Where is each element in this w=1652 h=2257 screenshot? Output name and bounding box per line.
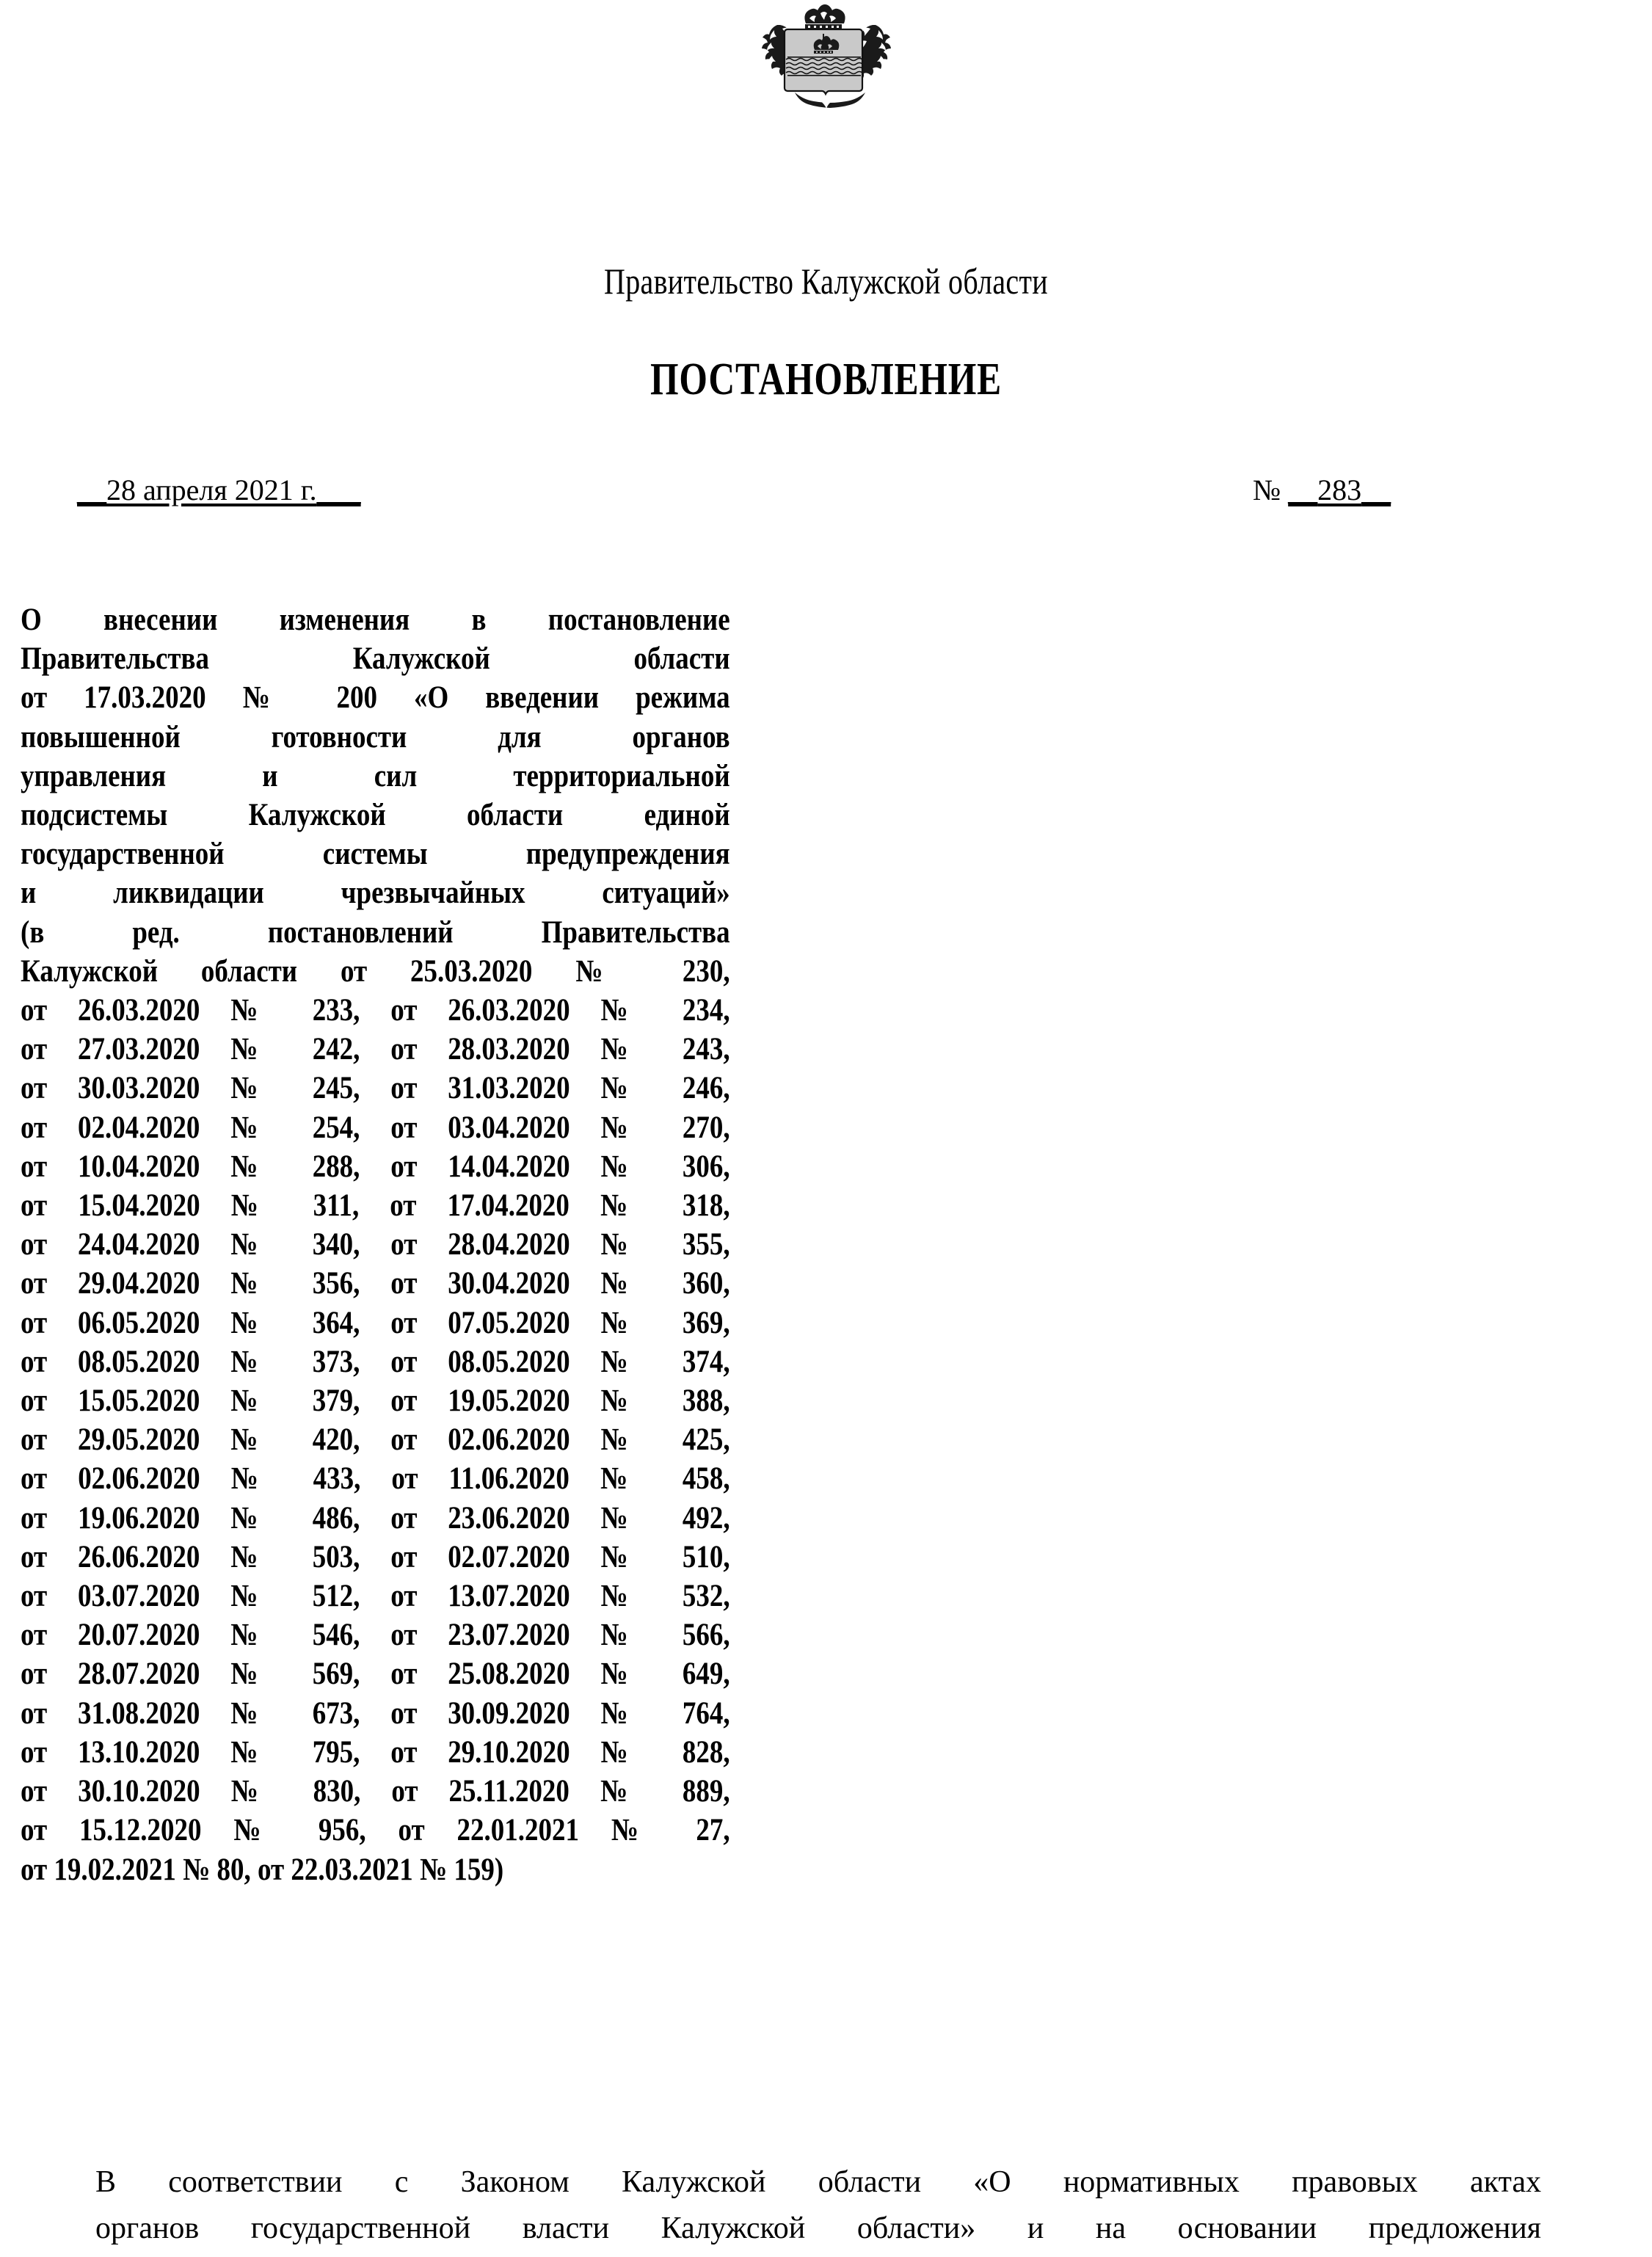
subject-block-line: от 17.03.2020 № 200 «О введении режима	[21, 680, 730, 716]
subject-block-line: от 02.04.2020 № 254, от 03.04.2020 № 270,	[21, 1110, 730, 1145]
subject-block-line: от 06.05.2020 № 364, от 07.05.2020 № 369,	[21, 1305, 730, 1340]
subject-block-line: от 15.12.2020 № 956, от 22.01.2021 № 27,	[21, 1813, 730, 1848]
subject-block-line: от 02.06.2020 № 433, от 11.06.2020 № 458,	[21, 1461, 730, 1497]
subject-block-line: управления и сил территориальной	[21, 758, 730, 793]
subject-block-line: от 27.03.2020 № 242, от 28.03.2020 № 243,	[21, 1032, 730, 1067]
subject-block-line: от 28.07.2020 № 569, от 25.08.2020 № 649,	[21, 1657, 730, 1692]
document-kind-title: ПОСТАНОВЛЕНИЕ	[649, 355, 1003, 404]
subject-block-line: от 30.10.2020 № 830, от 25.11.2020 № 889,	[21, 1774, 730, 1809]
subject-block-line: от 08.05.2020 № 373, от 08.05.2020 № 374,	[21, 1344, 730, 1379]
subject-block-line: от 29.04.2020 № 356, от 30.04.2020 № 360,	[21, 1266, 730, 1301]
document-number-field	[1253, 470, 1391, 511]
subject-block-line: и ликвидации чрезвычайных ситуаций»	[21, 876, 730, 911]
document-date-underline-suffix: ___	[316, 473, 361, 506]
subject-block-line: от 20.07.2020 № 546, от 23.07.2020 № 566,	[21, 1618, 730, 1653]
document-date-value: 28 апреля 2021 г.	[106, 473, 317, 506]
subject-block-line: от 31.08.2020 № 673, от 30.09.2020 № 764,	[21, 1696, 730, 1731]
subject-block-line: Калужской области от 25.03.2020 № 230,	[21, 953, 730, 989]
body-paragraph-line: органов государственной власти Калужской области» и на основании предложения	[95, 2211, 1541, 2245]
document-body-paragraph	[29, 2159, 1541, 2252]
subject-block-line: от 13.10.2020 № 795, от 29.10.2020 № 828,	[21, 1734, 730, 1770]
subject-block-line: от 29.05.2020 № 420, от 02.06.2020 № 425,	[21, 1422, 730, 1458]
body-paragraph-line: В соответствии с Законом Калужской области «О нормативных правовых актах	[95, 2165, 1541, 2199]
subject-block-line: (в ред. постановлений Правительства	[21, 915, 730, 950]
document-date-underline-prefix: __	[77, 473, 106, 506]
subject-block-line: подсистемы Калужской области единой	[21, 798, 730, 833]
document-number-underline-suffix: __	[1361, 473, 1391, 506]
subject-block-line: О внесении изменения в постановление	[21, 603, 730, 637]
subject-block-line: от 26.03.2020 № 233, от 26.03.2020 № 234,	[21, 993, 730, 1028]
subject-block-line: от 26.06.2020 № 503, от 02.07.2020 № 510,	[21, 1539, 730, 1574]
organization-title: Правительство Калужской области	[603, 261, 1049, 302]
subject-block-line: от 19.02.2021 № 80, от 22.03.2021 № 159)	[21, 1852, 504, 1887]
document-date-field	[77, 470, 361, 511]
document-number-value: 283	[1317, 473, 1362, 506]
subject-block-line: от 15.04.2020 № 311, от 17.04.2020 № 318,	[21, 1188, 730, 1224]
subject-block-line: от 10.04.2020 № 288, от 14.04.2020 № 306,	[21, 1149, 730, 1184]
document-meta-row	[0, 470, 1652, 521]
coat-of-arms-icon	[749, 4, 903, 115]
subject-block-line: повышенной готовности для органов	[21, 719, 730, 755]
emblem-container	[0, 4, 1652, 118]
subject-block-line: государственной системы предупреждения	[21, 837, 730, 872]
subject-block-line: от 24.04.2020 № 340, от 28.04.2020 № 355,	[21, 1227, 730, 1262]
number-sign-label: №	[1253, 473, 1281, 506]
subject-block-line: от 30.03.2020 № 245, от 31.03.2020 № 246,	[21, 1071, 730, 1106]
document-number-underline-prefix: __	[1288, 473, 1318, 506]
subject-block-line: Правительства Калужской области	[21, 642, 730, 677]
subject-block-line: от 19.06.2020 № 486, от 23.06.2020 № 492,	[21, 1500, 730, 1535]
document-subject-heading	[21, 600, 730, 1889]
subject-block-line: от 03.07.2020 № 512, от 13.07.2020 № 532,	[21, 1579, 730, 1614]
subject-block-line: от 15.05.2020 № 379, от 19.05.2020 № 388,	[21, 1384, 730, 1419]
